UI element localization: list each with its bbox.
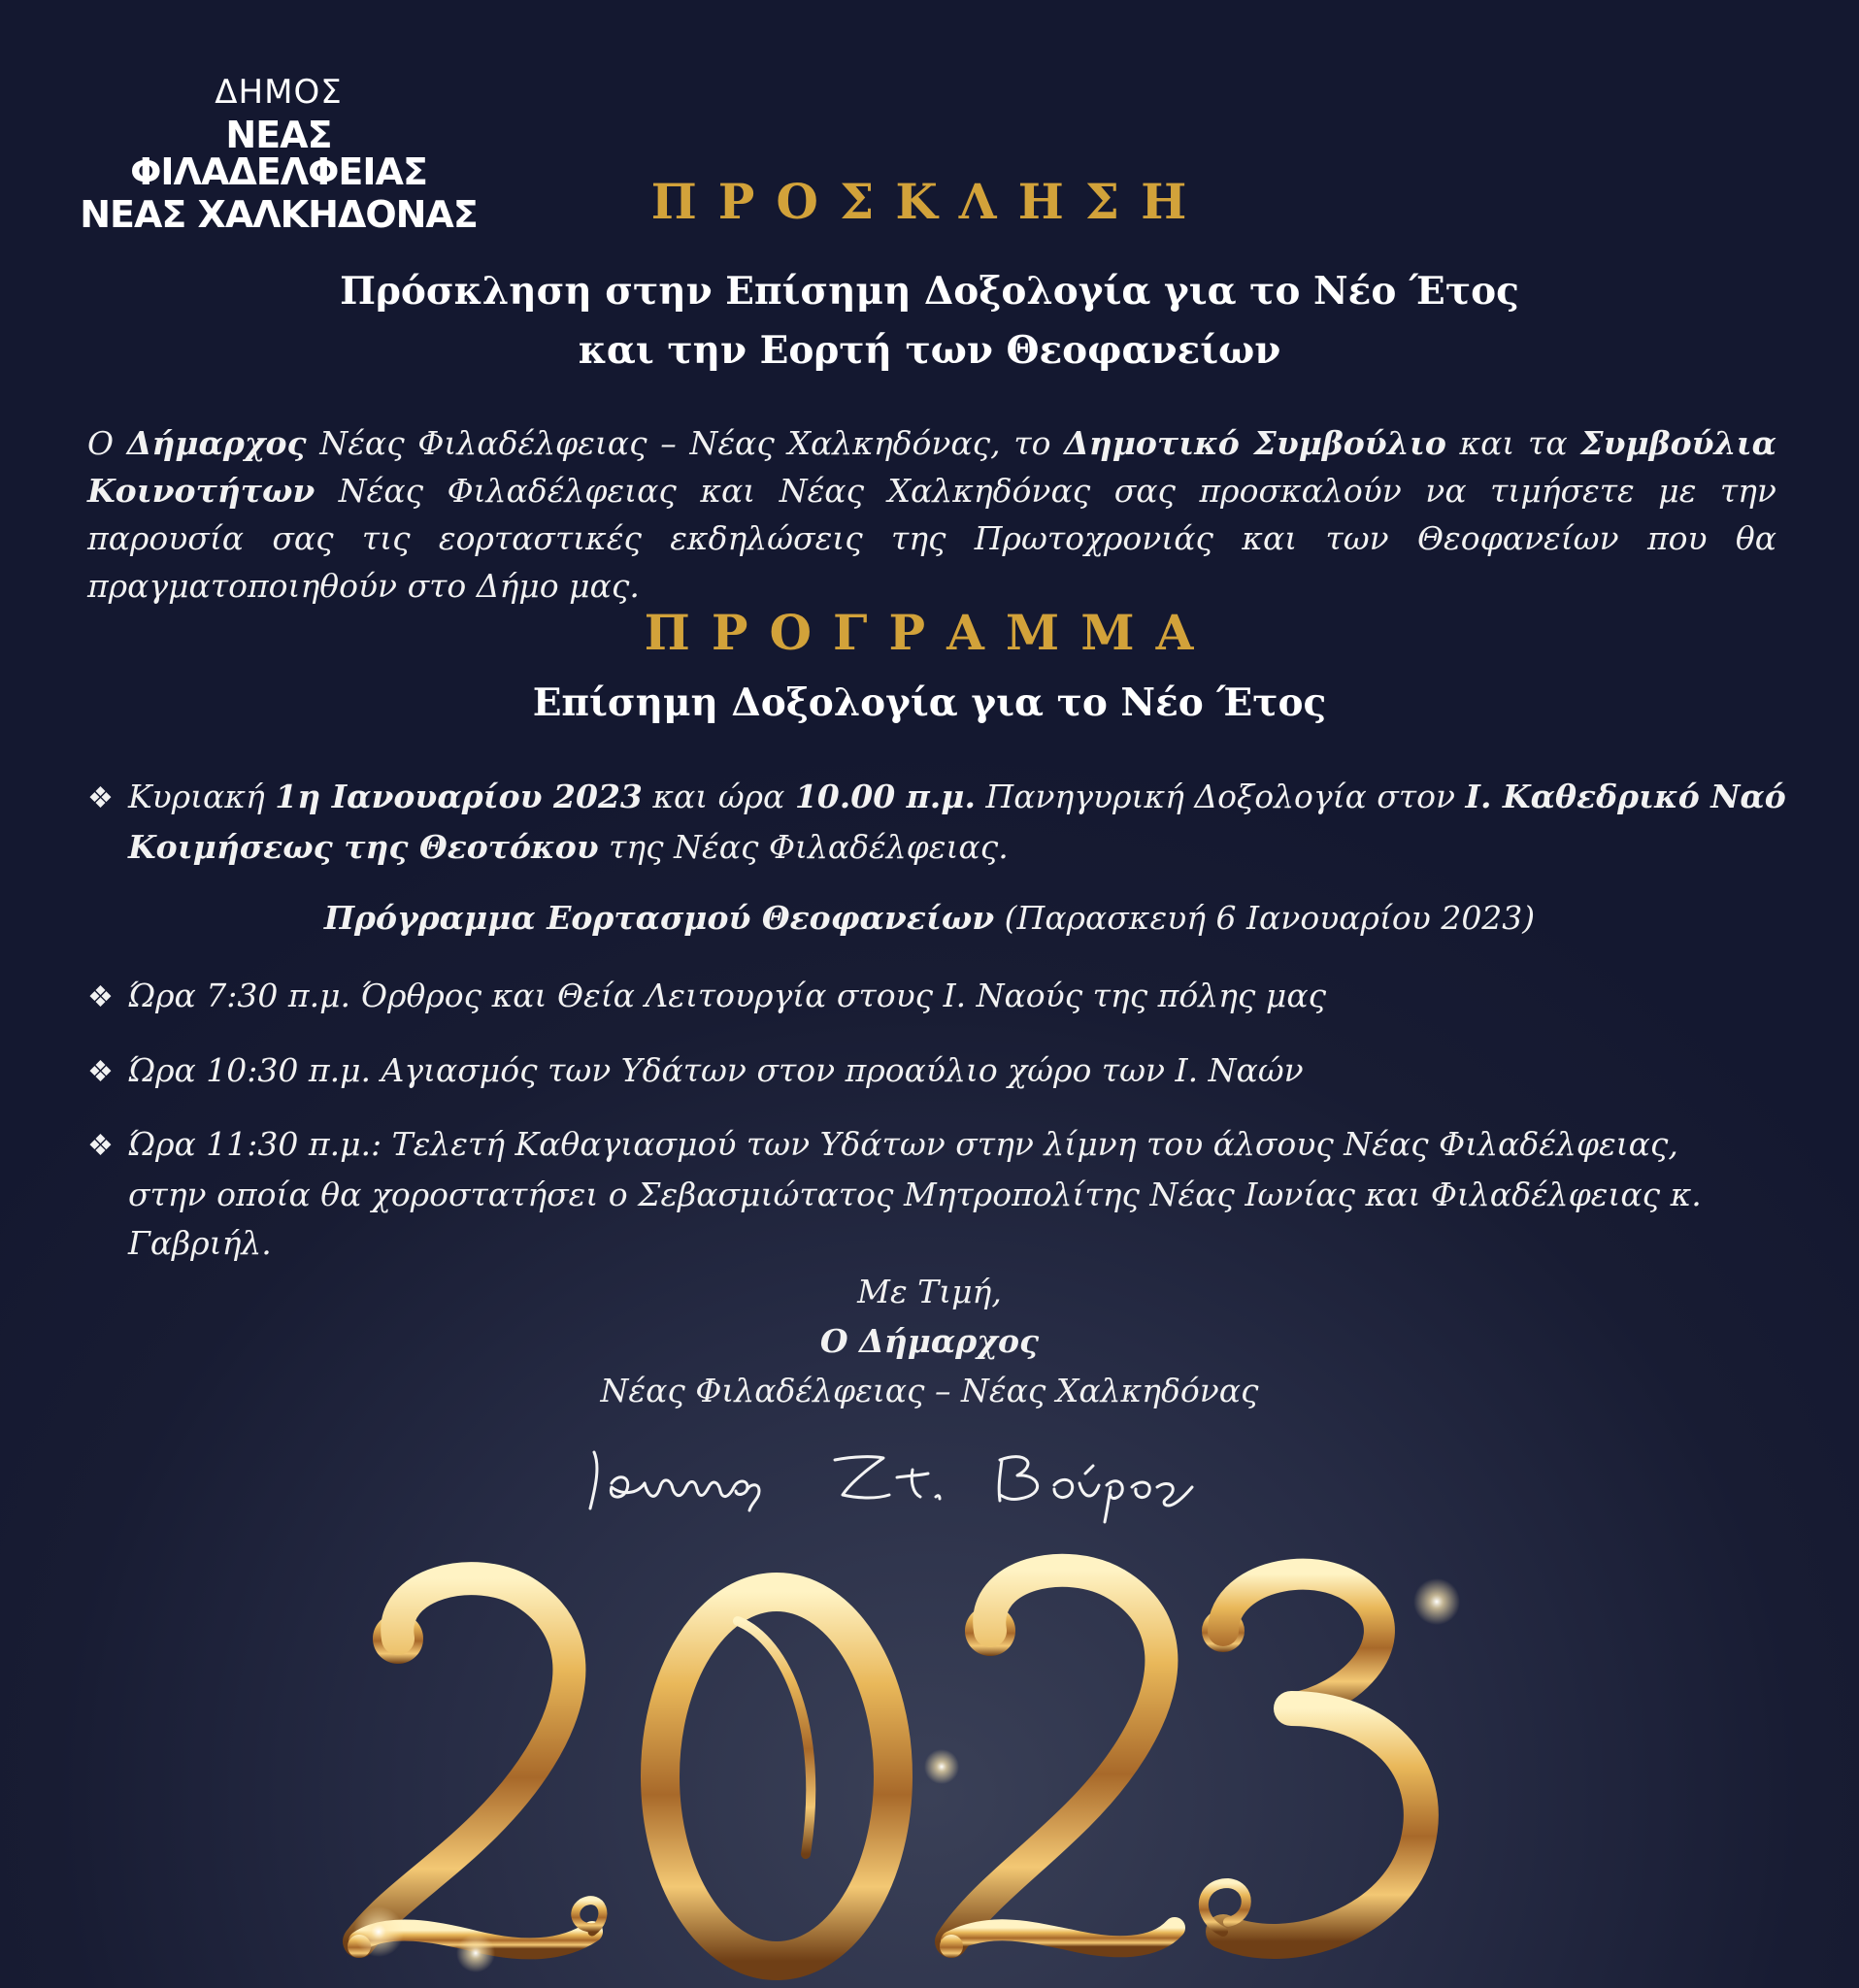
closing-municipality: Νέας Φιλαδέλφειας – Νέας Χαλκηδόνας <box>600 1372 1259 1409</box>
numeral-3 <box>1202 1574 1421 1941</box>
closing-role: Ο Δήμαρχος <box>819 1322 1040 1360</box>
numeral-0 <box>660 1592 893 1961</box>
ny-date: 1η Ιανουαρίου 2023 <box>275 778 643 815</box>
invitation-title-line2: και την Εορτή των Θεοφανείων <box>578 328 1281 373</box>
ny-text-4: της Νέας Φιλαδέλφειας. <box>598 828 1009 866</box>
numeral-2-second <box>940 1571 1175 1958</box>
epiphany-item-3-text: Ώρα 11:30 π.μ.: Τελετή Καθαγιασμού των Υδάτων στην λίμνη του άλσους Νέας Φιλαδέλφειας, <box>128 1125 1678 1163</box>
closing-regards: Με Τιμή, <box>857 1273 1002 1310</box>
ny-text-3: Πανηγυρική Δοξολογία στον <box>975 778 1466 815</box>
epiphany-item-1-text: Ώρα 7:30 π.μ. Όρθρος και Θεία Λειτουργία στους Ι. Ναούς της πόλης μας <box>128 977 1327 1014</box>
bullet-diamond-icon: ❖ <box>87 1129 114 1163</box>
ny-cathedral: Ι. Καθεδρικό Ναό <box>1465 778 1786 815</box>
ny-church-name: Κοιμήσεως της Θεοτόκου <box>128 828 599 866</box>
program-new-year-item <box>87 773 1796 872</box>
bullet-diamond-icon: ❖ <box>87 781 114 815</box>
logo-line-nea-filadelfeia: ΝΕΑΣ ΦΙΛΑΔΕΛΦΕΙΑΣ <box>130 114 427 193</box>
invitation-paragraph <box>87 419 1776 610</box>
para-text-2: Νέας Φιλαδέλφειας – Νέας Χαλκηδόνας, το <box>306 424 1065 462</box>
para-bold-community-councils: Συμβούλια Κοινοτήτων <box>87 424 1777 510</box>
para-text-3: και τα <box>1445 424 1581 462</box>
ny-text-1: Κυριακή <box>128 778 276 815</box>
numeral-2-first <box>348 1578 603 1958</box>
program-heading: ΠΡΟΓΡΑΜΜΑ <box>644 604 1215 661</box>
para-bold-mayor: Δήμαρχος <box>126 424 307 462</box>
invitation-heading: ΠΡΟΣΚΛΗΣΗ <box>650 173 1209 230</box>
epiphany-item-3-continuation: στην οποία θα χοροστατήσει ο Σεβασμιώτατος Μητροπολίτης Νέας Ιωνίας και Φιλαδέλφειας κ. Γαβριήλ. <box>128 1176 1702 1262</box>
ny-continuation <box>87 823 1796 872</box>
epiphany-title-bold: Πρόγραμμα Εορτασμού Θεοφανείων <box>323 899 995 937</box>
logo-line-nea-chalkidona: ΝΕΑΣ ΧΑΛΚΗΔΟΝΑΣ <box>80 193 478 236</box>
invitation-title-line1: Πρόσκληση στην Επίσημη Δοξολογία για το Νέο Έτος <box>340 269 1519 314</box>
ny-time: 10.00 π.μ. <box>794 778 976 815</box>
mayor-signature <box>544 1427 1320 1524</box>
year-2023-gold-numerals <box>320 1534 1544 1988</box>
epiphany-item-2 <box>87 1046 1796 1097</box>
para-text-1: Ο <box>87 424 127 462</box>
bullet-diamond-icon: ❖ <box>87 980 114 1014</box>
logo-line-demos: ΔΗΜΟΣ <box>215 73 343 112</box>
epiphany-item-3 <box>87 1120 1796 1268</box>
epiphany-program-title <box>0 899 1859 937</box>
para-bold-council: Δημοτικό Συμβούλιο <box>1064 424 1446 462</box>
para-text-4: Νέας Φιλαδέλφειας και Νέας Χαλκηδόνας σας προσκαλούν να τιμήσετε με την παρουσία σας τις εορταστικές εκδηλώσεις της Πρωτοχρονιάς και των Θεοφανείων που θα πραγματοποιηθούν στο Δήμο μας. <box>87 472 1776 605</box>
closing-block <box>0 1267 1859 1415</box>
invitation-title <box>0 262 1859 381</box>
epiphany-title-date: (Παρασκευή 6 Ιανουαρίου 2023) <box>994 899 1536 937</box>
epiphany-item-2-text: Ώρα 10:30 π.μ. Αγιασμός των Υδάτων στον προαύλιο χώρο των Ι. Ναών <box>128 1051 1304 1089</box>
epiphany-item-1 <box>87 972 1796 1022</box>
program-subtitle: Επίσημη Δοξολογία για το Νέο Έτος <box>532 680 1327 725</box>
ny-text-2: και ώρα <box>642 778 795 815</box>
bullet-diamond-icon: ❖ <box>87 1055 114 1089</box>
